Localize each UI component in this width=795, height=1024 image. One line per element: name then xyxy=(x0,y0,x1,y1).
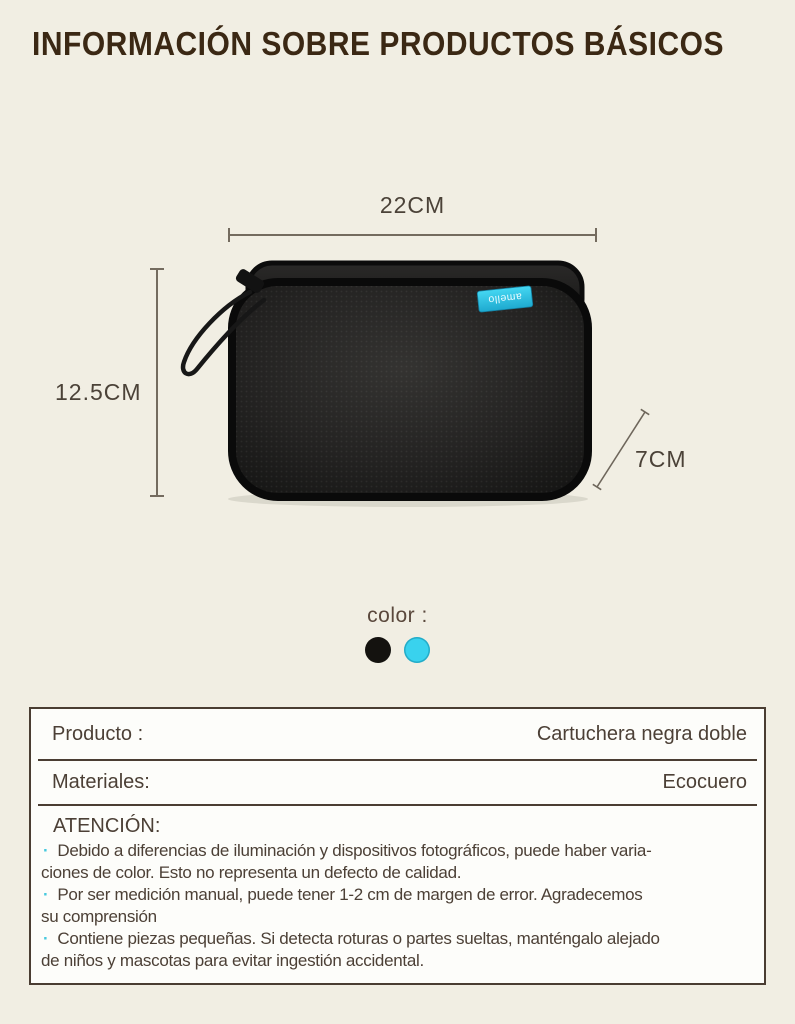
dim-width-label: 22CM xyxy=(379,192,446,218)
table-row xyxy=(31,709,764,759)
color-swatch-black xyxy=(365,637,391,663)
product-photo xyxy=(110,250,670,520)
notice-text: Por ser medición manual, puede tener 1-2 cm de margen de error. Agradecemos xyxy=(57,885,643,904)
attention-heading: ATENCIÓN: xyxy=(53,815,161,837)
product-info-table xyxy=(29,707,766,985)
notice-line xyxy=(41,884,754,906)
bullet-dot: · xyxy=(43,841,49,860)
dim-width-line xyxy=(228,234,597,236)
brand-tag-text: amello xyxy=(487,290,523,306)
attention-section xyxy=(31,806,764,972)
color-swatches xyxy=(0,637,795,663)
table-row xyxy=(31,761,764,804)
bullet-dot: · xyxy=(43,885,49,904)
row-value: Cartuchera negra doble xyxy=(536,722,747,745)
dim-height-label: 12.5CM xyxy=(55,379,142,405)
notice-line: de niños y mascotas para evitar ingestión accidental. xyxy=(41,951,424,970)
notice-line: ciones de color. Esto no representa un defecto de calidad. xyxy=(41,863,462,882)
dim-depth-line xyxy=(593,409,649,489)
notice-text: Debido a diferencias de iluminación y dispositivos fotográficos, puede haber varia- xyxy=(57,841,652,860)
row-value: Ecocuero xyxy=(662,771,747,793)
bullet-dot: · xyxy=(43,929,49,948)
color-swatch-cyan xyxy=(404,637,430,663)
notice-line xyxy=(41,840,754,862)
dim-depth-label: 7CM xyxy=(635,446,687,472)
notice-line xyxy=(41,928,754,950)
row-label: Materiales: xyxy=(52,771,150,793)
notice-line: su comprensión xyxy=(41,907,157,926)
color-label: color : xyxy=(367,604,428,627)
notice-text: Contiene piezas pequeñas. Si detecta roturas o partes sueltas, manténgalo alejado xyxy=(57,929,660,948)
bag-texture xyxy=(236,286,584,493)
row-label: Producto : xyxy=(52,722,144,745)
page-title: INFORMACIÓN SOBRE PRODUCTOS BÁSICOS xyxy=(32,26,724,63)
